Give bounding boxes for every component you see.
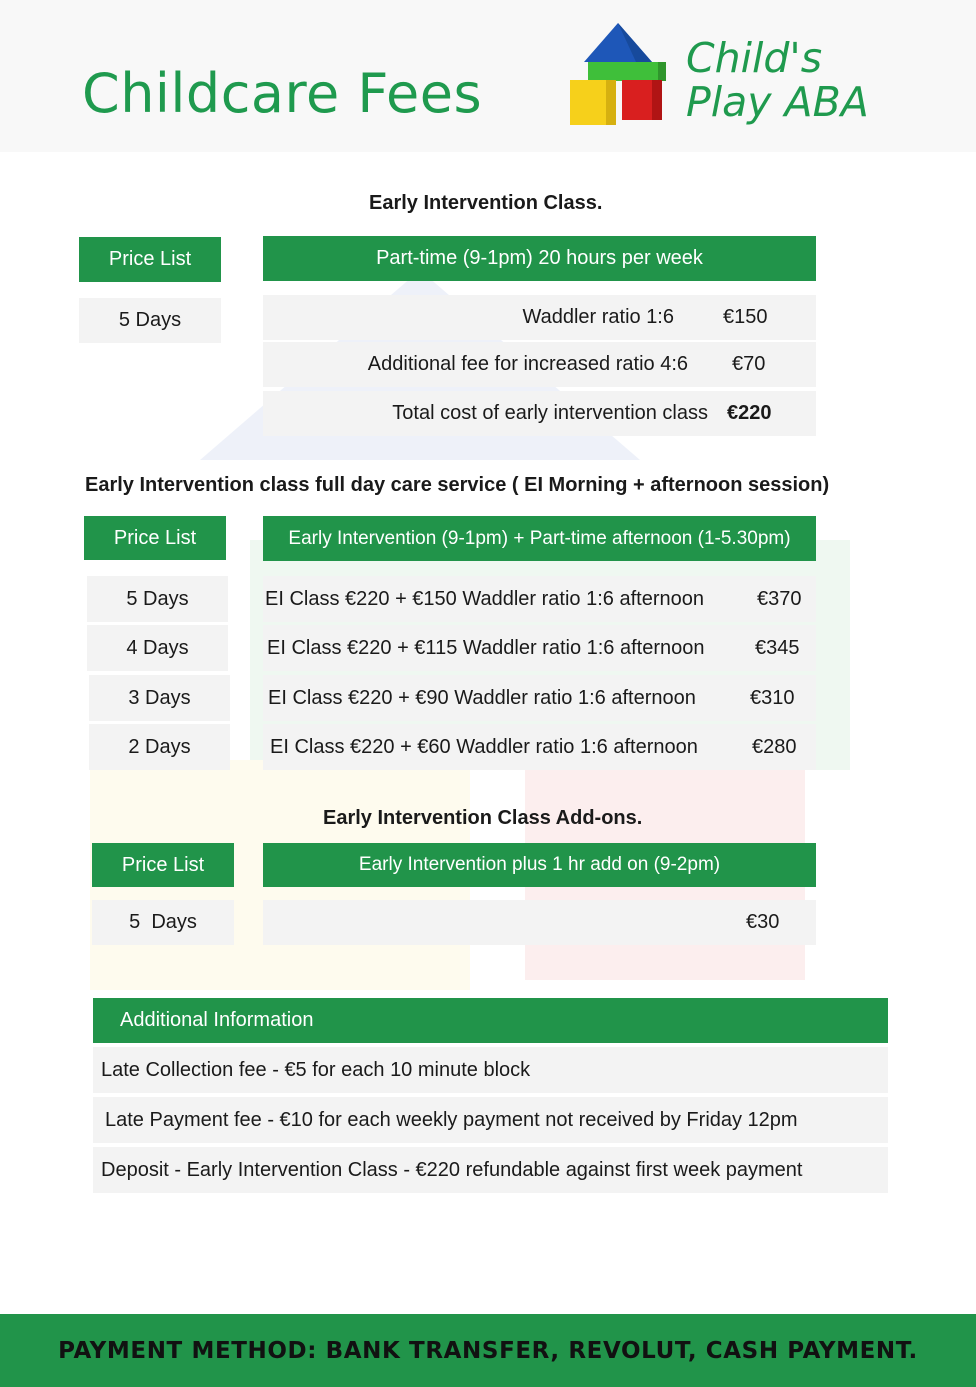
section3-days-cell (92, 900, 234, 945)
section3-bar-title: Early Intervention plus 1 hr add on (9-2pm) (263, 843, 816, 887)
section2-row-price: €370 (757, 587, 802, 610)
logo-line-1: Child's (686, 34, 823, 82)
additional-info-item (93, 1097, 888, 1143)
section2-days-label: 2 Days (128, 735, 191, 758)
section1-bar-title: Part-time (9-1pm) 20 hours per week (263, 236, 816, 281)
footer-band (0, 1314, 976, 1387)
section2-row (263, 724, 816, 770)
section1-days-cell (79, 298, 221, 343)
additional-info-heading: Additional Information (93, 998, 888, 1043)
section2-row-desc: EI Class €220 + €60 Waddler ratio 1:6 afternoon (270, 735, 698, 758)
section1-days-label: 5 Days (118, 309, 182, 331)
section2-days-label: 4 Days (126, 636, 189, 659)
section3-price-list-label: Price List (92, 843, 234, 887)
section2-heading: Early Intervention class full day care service ( EI Morning + afternoon session) (85, 474, 830, 496)
logo-line-2: Play ABA (686, 78, 869, 126)
logo-wordmark (686, 36, 946, 124)
section1-row-label: Additional fee for increased ratio 4:6 (367, 353, 688, 375)
page-title: Childcare Fees (82, 62, 483, 125)
payment-methods: PAYMENT METHOD: BANK TRANSFER, REVOLUT, CASH PAYMENT. (58, 1337, 918, 1364)
additional-info-item (93, 1147, 888, 1193)
additional-info-item (93, 1047, 888, 1093)
additional-info-text: Late Payment fee - €10 for each weekly payment not received by Friday 12pm (105, 1108, 798, 1131)
section2-days-cell (87, 576, 228, 622)
section2-days-cell (89, 724, 230, 770)
section1-heading: Early Intervention Class. (369, 192, 603, 214)
section2-row-desc: EI Class €220 + €90 Waddler ratio 1:6 afternoon (268, 686, 696, 709)
section1-row-label: Waddler ratio 1:6 (522, 306, 674, 328)
section2-row (263, 625, 816, 671)
section1-row-total (263, 391, 816, 436)
section2-days-cell (87, 625, 228, 671)
section1-row-price: €220 (727, 402, 772, 424)
additional-info-text: Deposit - Early Intervention Class - €220 refundable against first week payment (101, 1158, 803, 1181)
section2-row-desc: EI Class €220 + €115 Waddler ratio 1:6 afternoon (267, 636, 705, 659)
section1-row (263, 295, 816, 340)
section2-row-price: €310 (750, 686, 795, 709)
section2-row-price: €345 (755, 636, 800, 659)
section2-days-label: 5 Days (126, 587, 189, 610)
section2-days-cell (89, 675, 230, 721)
section2-row (263, 675, 816, 721)
section3-row-price: €30 (746, 911, 780, 933)
section3-days-label: 5 Days (129, 911, 197, 933)
section1-row-price: €150 (723, 306, 768, 328)
section2-row (263, 576, 816, 622)
section1-row-label: Total cost of early intervention class (392, 402, 708, 424)
section1-price-list-label: Price List (79, 237, 221, 282)
additional-info-text: Late Collection fee - €5 for each 10 minute block (101, 1058, 531, 1081)
section3-heading: Early Intervention Class Add-ons. (323, 807, 643, 829)
section2-row-desc: EI Class €220 + €150 Waddler ratio 1:6 afternoon (265, 587, 704, 610)
section3-row (263, 900, 816, 945)
section2-bar-title: Early Intervention (9-1pm) + Part-time afternoon (1-5.30pm) (263, 516, 816, 561)
section2-row-price: €280 (752, 735, 797, 758)
section1-row (263, 342, 816, 387)
section1-row-price: €70 (732, 353, 766, 375)
section2-price-list-label: Price List (84, 516, 226, 560)
section2-days-label: 3 Days (128, 686, 191, 709)
